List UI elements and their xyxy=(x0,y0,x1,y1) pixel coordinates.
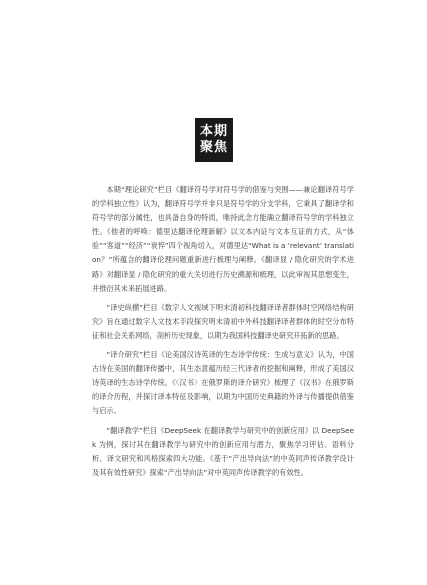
issue-focus-badge xyxy=(195,118,233,162)
paragraph-theory-research: 本期“理论研究”栏目《翻译符号学对符号学的借鉴与突围——兼论翻译符号学的学科独立性》认为，翻译符号学并非只是符号学的分支学科，它秉具了翻译学和符号学的部分属性，也具备自身的特质，唯持此念方能确立翻译符号学的学科独立性。《他者的呼唤：德里达翻译伦理新解》以文本内证与文本互证的方式，从“体验”“客道”“经济”“衰悴”四个视角切入，对德里达“What is a ‘relevant’ translation？”所蕴含的翻译伦理问题重新进行梳理与阐释。《翻译显 / 隐化研究的学术进路》对翻译显 / 隐化研究的重大关切进行历史溯源和梳理，以此审视其思想变生，并推衍其未来拓展进路。 xyxy=(92,185,354,293)
badge-line-1: 本期 xyxy=(199,124,228,139)
article-body xyxy=(92,183,354,578)
paragraph-translation-history: “译史纵横”栏目《数字人文视域下明末清初科技翻译译者群体时空网络结构研究》旨在通过数字人文技术手段探究明末清初中外科技翻译译者群体的时空分布特征和社会关系网络，剖析历史现象，以期为我国科技翻译史研究开拓新的思路。 xyxy=(92,302,354,340)
badge-line-2: 聚焦 xyxy=(199,140,228,155)
paragraph-translation-introduction: “译介研究”栏目《论美国汉诗英译的生态诗学传统：生成与意义》认为，中国古诗在美国的翻译传播中，其生态意蕴历经三代译者的挖掘和阐释，形成了美国汉诗英译的生态诗学传统。《〈汉书〉在俄罗斯的译介研究》梳理了《汉书》在俄罗斯的译介历程，并探讨译本特征及影响，以期为中国历史典籍的外译与传播提供借鉴与启示。 xyxy=(92,350,354,416)
paragraph-translation-teaching: “翻译教学”栏目《DeepSeek 在翻译教学与研究中的创新应用》以 DeepSeek 为例，探讨其在翻译教学与研究中的创新应用与潜力，聚焦学习评估、语料分析、译文研究和风格探索四大功能。《基于“产出导向法”的中英同声传译教学设计及其有效性研究》探索“产出导向法”对中英同声传译教学的有效性。 xyxy=(92,425,354,477)
